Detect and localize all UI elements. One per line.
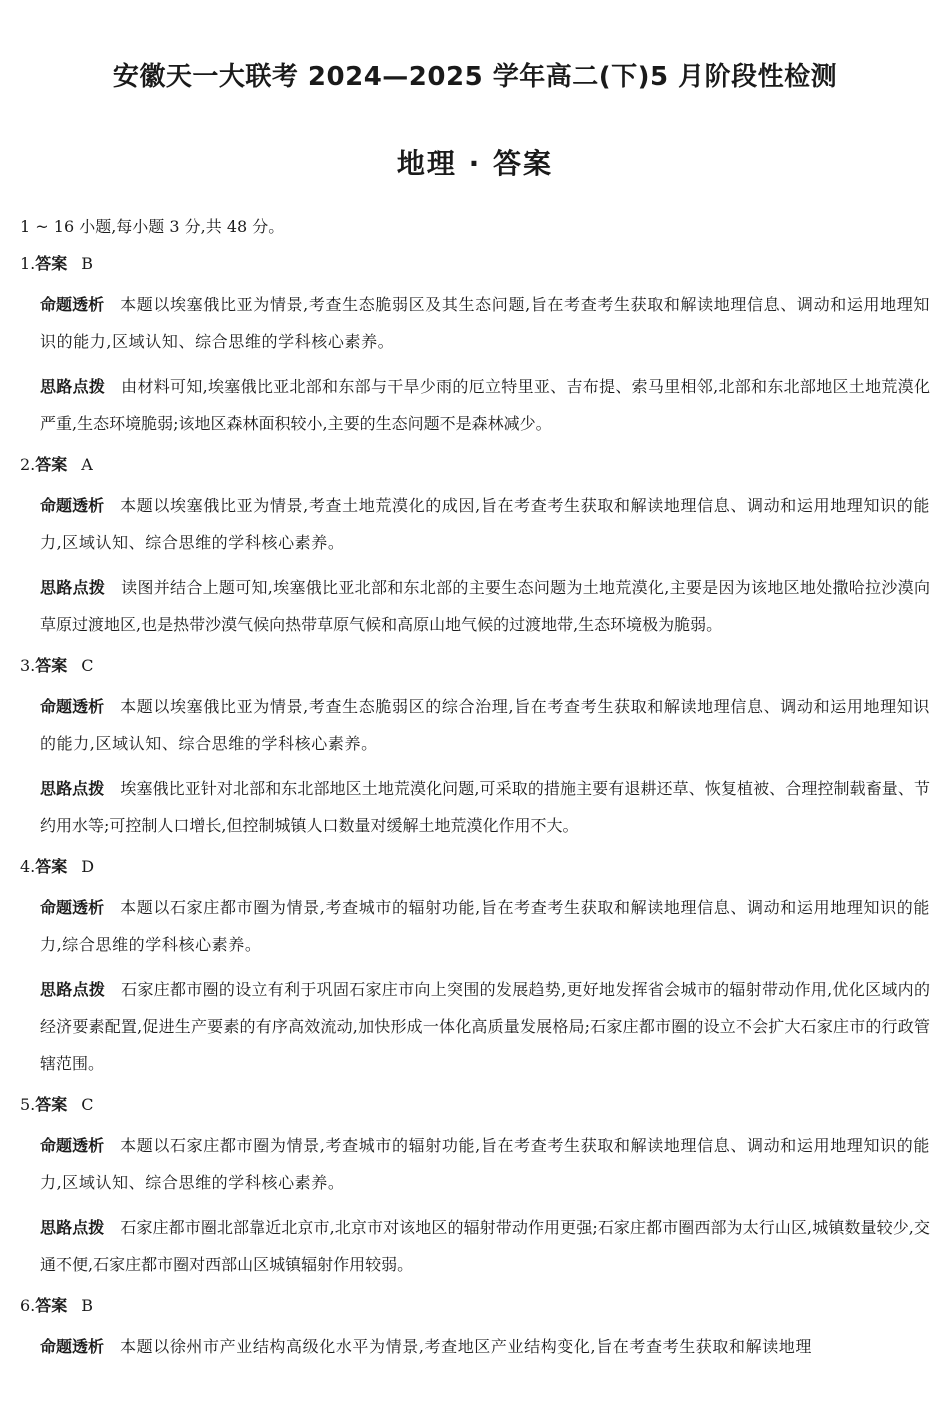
analysis-text: 本题以石家庄都市圈为情景,考查城市的辐射功能,旨在考查考生获取和解读地理信息、调动和运用地理知识的能力,区域认知、综合思维的学科核心素养。 — [40, 1136, 930, 1192]
approach-text: 石家庄都市圈的设立有利于巩固石家庄市向上突围的发展趋势,更好地发挥省会城市的辐射带动作用,优化区域内的经济要素配置,促进生产要素的有序高效流动,加快形成一体化高质量发展格局;石家庄都市圈的设立不会扩大石家庄市的行政管辖范围。 — [40, 980, 930, 1073]
approach-label: 思路点拨 — [40, 578, 106, 597]
question-header — [20, 852, 930, 881]
question-block — [20, 1291, 930, 1365]
question-header — [20, 651, 930, 680]
analysis-paragraph — [20, 1328, 930, 1365]
answer-label: 答案 — [35, 1296, 68, 1315]
answer-label: 答案 — [35, 656, 68, 675]
approach-paragraph — [20, 569, 930, 643]
answer-label: 答案 — [35, 857, 68, 876]
analysis-paragraph — [20, 889, 930, 963]
approach-label: 思路点拨 — [40, 980, 106, 999]
question-block — [20, 852, 930, 1082]
answer-content — [20, 212, 930, 1373]
approach-label: 思路点拨 — [40, 779, 105, 798]
scoring-intro: 1 ~ 16 小题,每小题 3 分,共 48 分。 — [20, 217, 285, 236]
answer-label: 答案 — [35, 1095, 68, 1114]
analysis-paragraph — [20, 688, 930, 762]
analysis-paragraph — [20, 286, 930, 360]
analysis-label: 命题透析 — [40, 898, 105, 917]
question-number: 5. — [20, 1095, 36, 1114]
approach-label: 思路点拨 — [40, 377, 106, 396]
analysis-text: 本题以埃塞俄比亚为情景,考查生态脆弱区及其生态问题,旨在考查考生获取和解读地理信息、调动和运用地理知识的能力,区域认知、综合思维的学科核心素养。 — [40, 295, 930, 351]
approach-paragraph — [20, 368, 930, 442]
approach-text: 石家庄都市圈北部靠近北京市,北京市对该地区的辐射带动作用更强;石家庄都市圈西部为太行山区,城镇数量较少,交通不便,石家庄都市圈对西部山区城镇辐射作用较弱。 — [40, 1218, 930, 1274]
question-header — [20, 1291, 930, 1320]
approach-paragraph — [20, 770, 930, 844]
document-title: 安徽天一大联考 2024—2025 学年高二(下)5 月阶段性检测 — [112, 62, 838, 92]
approach-label: 思路点拨 — [40, 1218, 105, 1237]
question-block — [20, 249, 930, 442]
document-subtitle: 地理 · 答案 — [396, 147, 554, 180]
answer-value: D — [81, 857, 95, 876]
approach-paragraph — [20, 971, 930, 1082]
analysis-label: 命题透析 — [40, 295, 105, 314]
analysis-label: 命题透析 — [40, 1337, 105, 1356]
question-header — [20, 249, 930, 278]
analysis-label: 命题透析 — [40, 697, 105, 716]
question-number: 4. — [20, 857, 36, 876]
question-header — [20, 1090, 930, 1119]
approach-text: 埃塞俄比亚针对北部和东北部地区土地荒漠化问题,可采取的措施主要有退耕还草、恢复植被、合理控制载畜量、节约用水等;可控制人口增长,但控制城镇人口数量对缓解土地荒漠化作用不大。 — [40, 779, 930, 835]
question-block — [20, 450, 930, 643]
analysis-text: 本题以石家庄都市圈为情景,考查城市的辐射功能,旨在考查考生获取和解读地理信息、调动和运用地理知识的能力,综合思维的学科核心素养。 — [40, 898, 930, 954]
question-number: 2. — [20, 455, 36, 474]
analysis-paragraph — [20, 487, 930, 561]
question-block — [20, 651, 930, 844]
answer-label: 答案 — [35, 455, 68, 474]
answer-value: B — [81, 254, 94, 273]
question-block — [20, 1090, 930, 1283]
analysis-text: 本题以徐州市产业结构高级化水平为情景,考查地区产业结构变化,旨在考查考生获取和解读地理 — [120, 1337, 812, 1356]
question-number: 3. — [20, 656, 36, 675]
answer-value: C — [81, 1095, 94, 1114]
analysis-label: 命题透析 — [40, 1136, 105, 1155]
analysis-paragraph — [20, 1127, 930, 1201]
answer-value: B — [81, 1296, 94, 1315]
question-number: 6. — [20, 1296, 36, 1315]
analysis-text: 本题以埃塞俄比亚为情景,考查生态脆弱区的综合治理,旨在考查考生获取和解读地理信息、调动和运用地理知识的能力,区域认知、综合思维的学科核心素养。 — [40, 697, 930, 753]
approach-text: 由材料可知,埃塞俄比亚北部和东部与干旱少雨的厄立特里亚、吉布提、索马里相邻,北部和东北部地区土地荒漠化严重,生态环境脆弱;该地区森林面积较小,主要的生态问题不是森林减少。 — [40, 377, 930, 433]
approach-paragraph — [20, 1209, 930, 1283]
question-header — [20, 450, 930, 479]
answer-value: A — [81, 455, 93, 474]
question-number: 1. — [20, 254, 36, 273]
answer-value: C — [81, 656, 94, 675]
answer-label: 答案 — [35, 254, 68, 273]
approach-text: 读图并结合上题可知,埃塞俄比亚北部和东北部的主要生态问题为土地荒漠化,主要是因为该地区地处撒哈拉沙漠向草原过渡地区,也是热带沙漠气候向热带草原气候和高原山地气候的过渡地带,生态环境极为脆弱。 — [40, 578, 930, 634]
analysis-label: 命题透析 — [40, 496, 105, 515]
analysis-text: 本题以埃塞俄比亚为情景,考查土地荒漠化的成因,旨在考查考生获取和解读地理信息、调动和运用地理知识的能力,区域认知、综合思维的学科核心素养。 — [40, 496, 930, 552]
